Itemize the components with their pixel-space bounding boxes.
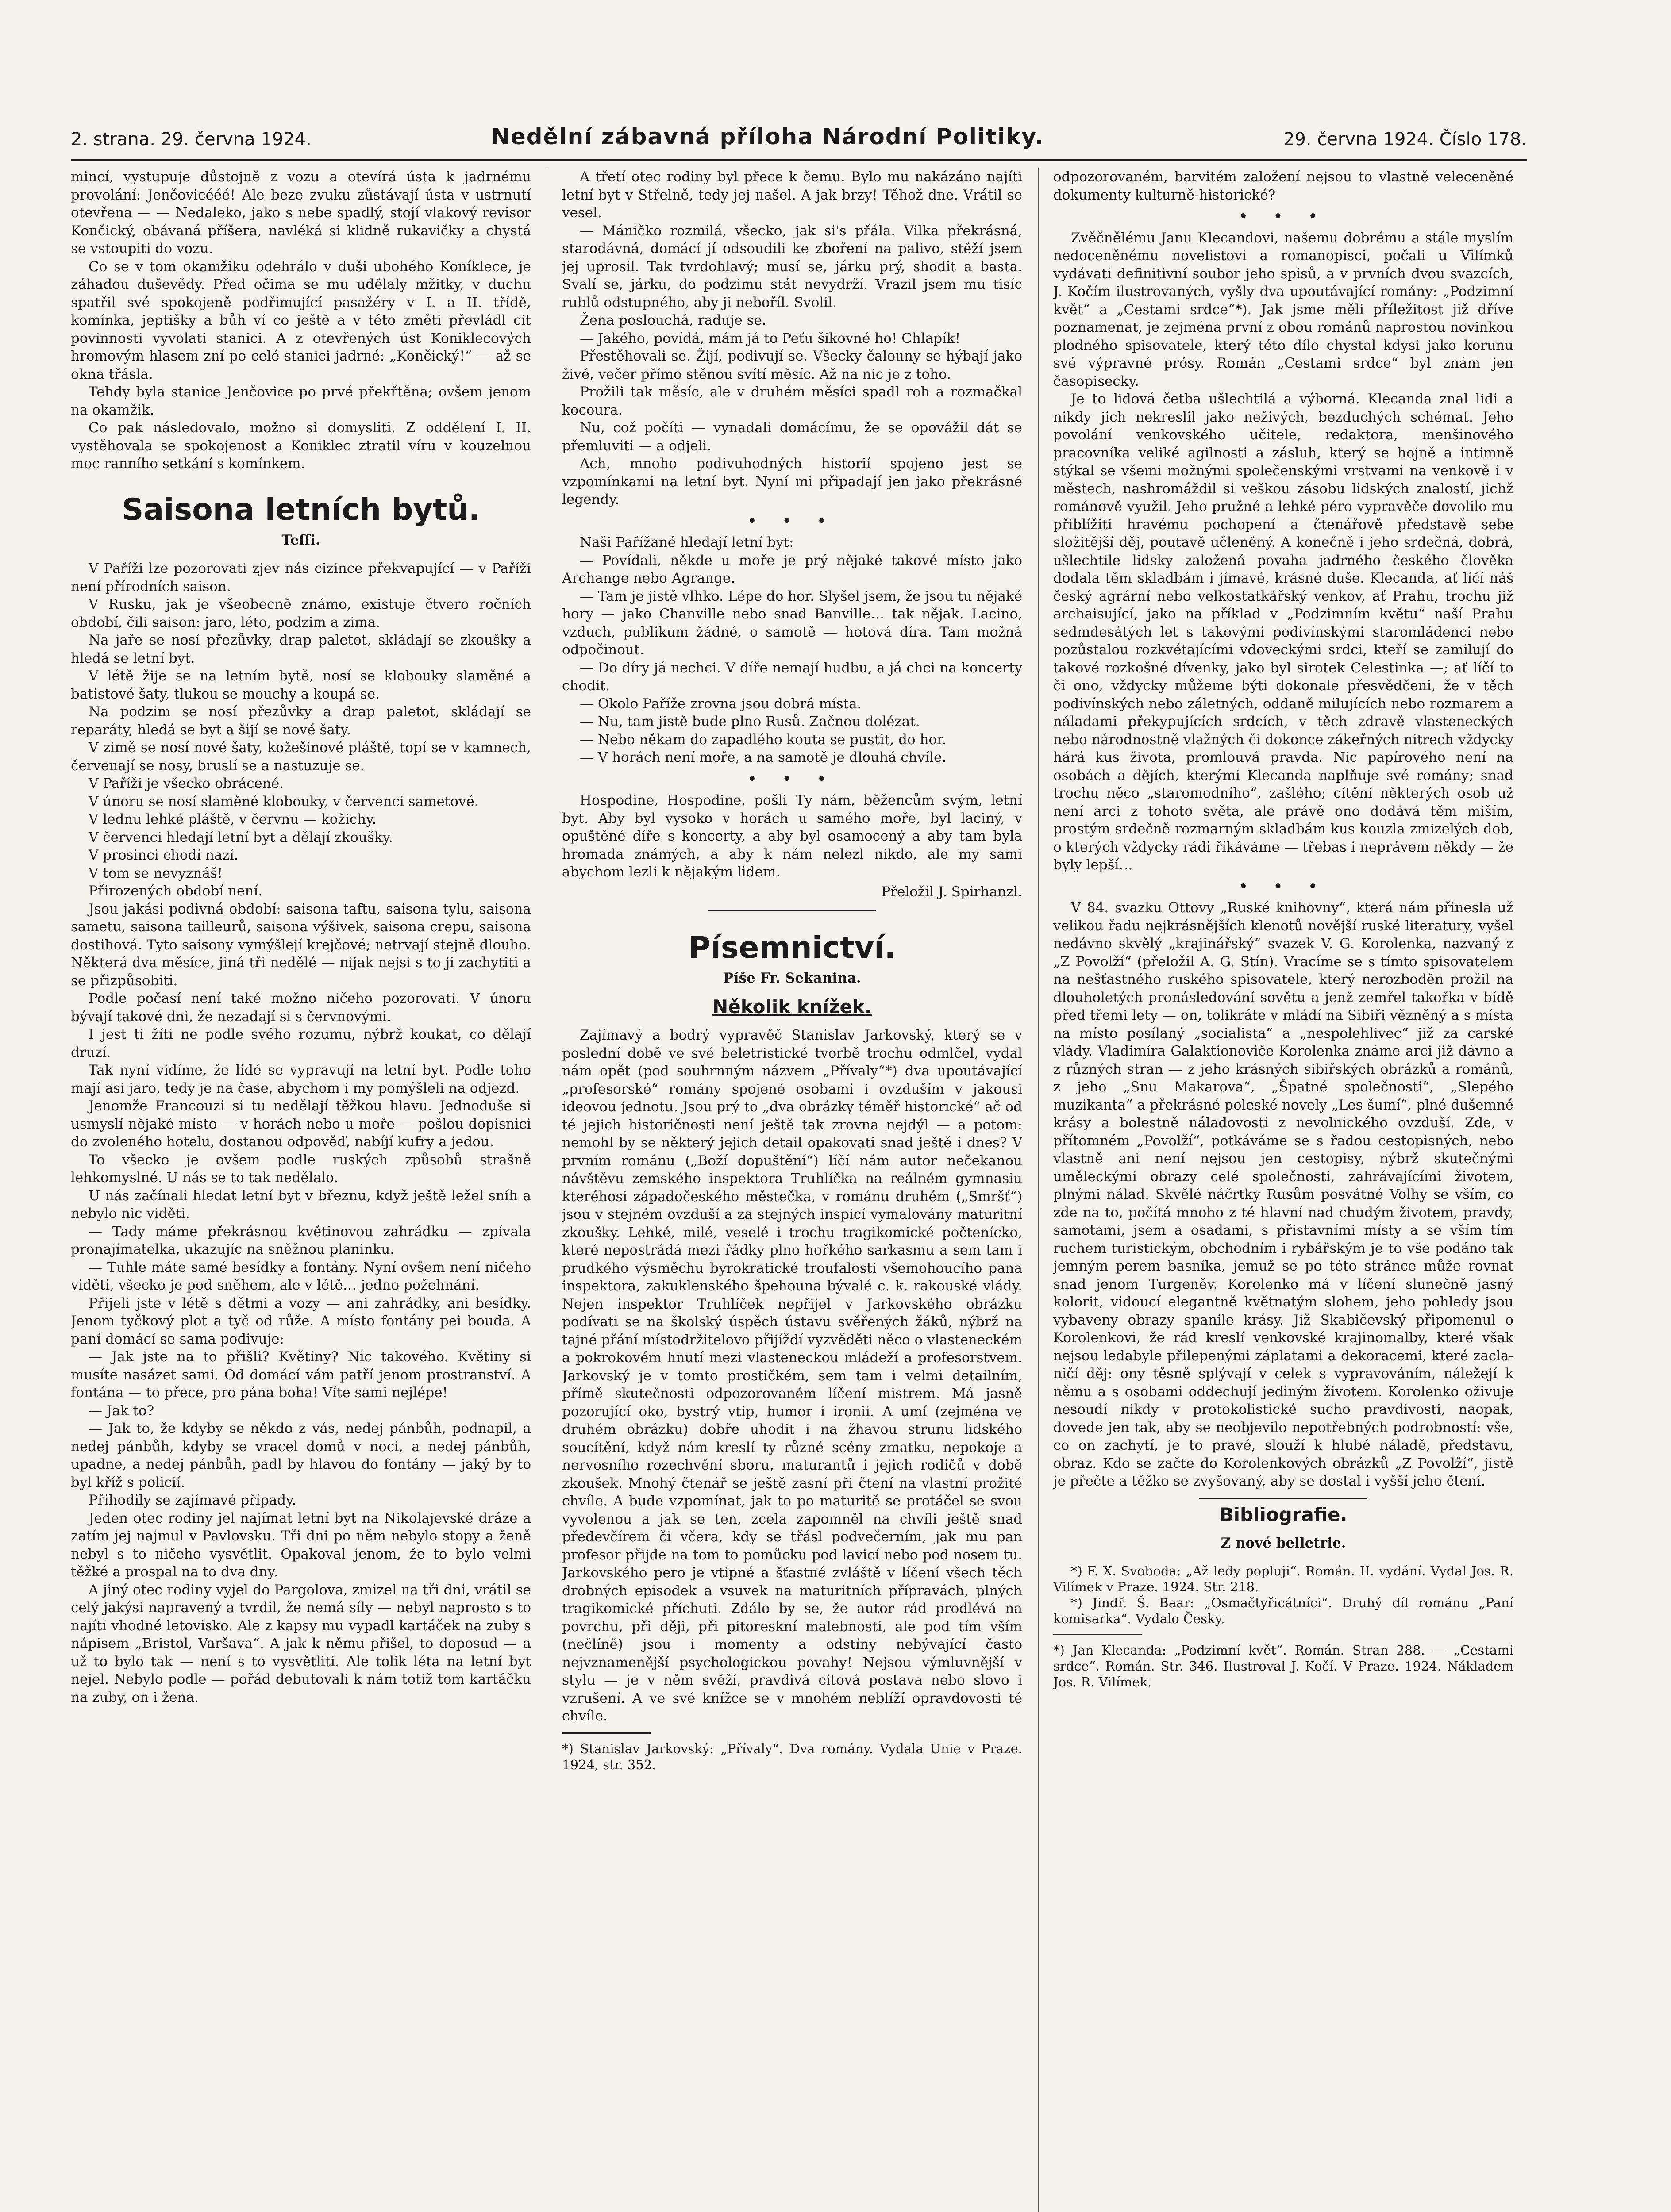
article-body (1053, 229, 1513, 874)
paragraph: *) Jindř. Š. Baar: „Osmačtyřicátníci“. Druhý díl románu „Paní komisarka“. Vydalo Česky. (1053, 1595, 1513, 1626)
column-1 (71, 168, 531, 2212)
paragraph: Přestěhovali se. Žijí, podivují se. Všecky čalouny se hýbají jako živé, večer přímo stěnou svítí měsíc. Až na nic je z toho. (562, 348, 1022, 382)
article-body (562, 534, 1022, 767)
article-body (71, 560, 531, 1706)
paragraph: Zajímavý a bodrý vypravěč Stanislav Jarkovský, který se v poslední době ve své beletristické tvorbě trochu odmlčel, vydal nám opět (pod souhrnným názvem „Přívaly“*) dva upoutávající „profesorské“ romány spojené osobami i ovzduším v jakousi ideovou jednotu. Jsou prý to „dva obrázky téměř historické“ ač od té jejich historičnosti není ještě tak zrovna nejdýl — a potom: nemohl by se některý jejich detail opakovati snad ještě i dnes? V prvním románu („Boží dopuštění“) líčí nám autor nečekanou návštěvu zemského inspektora Truhlíčka na reálném gymnasiu kteréhosi západočeského městečka, v románu druhém („Smršť“) jsou v stejném ovzduší a za stejných inspicí vymalovány maturitní zkoušky. Lehké, milé, veselé i trochu tragikomické počtenícko, které nepostrádá mezi řádky plno hořkého sarkasmu a sem tam i prudkého výsměchu byrokratické troufalosti všemohoucího pana inspektora, zakuklenského špehouna bývalé c. k. rakouské vlády. Nejen inspektor Truhlíček nepřijel v Jarkovského obrázku podívati se na školský úspěch ústavu svěřených žáků, nýbrž na tajné přání místodržitelovo přijíždí vyzvěděti něco o vlasteneckém a pokrokovém hnutí mezi vlasteneckou mládeží a profesorstvem. Jarkovský je v tomto prostičkém, sem tam i velmi detailním, přímě skutečnosti odpozorovaném líčení mistrem. Má jasně pozorující oko, bystrý vtip, humor i ironii. A umí (zejména ve druhém obrázku) dobře uhodit i na žhavou strunu lidského soucítění, když nám kreslí ty různé scény zmatku, nepokoje a nervosního rozechvění sboru, maturantů i jejich rodičů v době zkoušek. Mnohý čtenář se ještě zasní při čtení na vlastní prožité chvíle. A bude vzpomínat, jak to po maturitě se protáčel se svou vyvolenou a jak se ten, zcela zapomněl na chvíli ještě snad předevčírem či včera, kdy se třásl podvečerním, jak mu pan profesor přijde na tom to pomůcku pod lavicí nebo pod nosem tu. Jarkovského pero je vtipné a šťastné zvláště v líčení všech těch drobných episodek a vsuvek na maturitních přípravách, plných tragikomické příchuti. Zdálo by se, že autor rád prodlévá na povrchu, při ději, při pitoreskní malebnosti, ale pod tím vším (nečlíně) jsou i momenty a odstíny nebývající často nejvznamenější psychologickou povahy! Nejsou výmluvnější v stylu — je v něm svěží, pravdivá citová postava nebo slovo i vzrušení. A ve své knížce se v mnohém neblíží opravdovosti té chvíle. (562, 1027, 1022, 1724)
paragraph: Co pak následovalo, možno si domysliti. Z oddělení I. II. vystěhovala se spokojenost a Koniklec ztratil víru v kouzelnou moc ranního setkání s komínkem. (71, 420, 531, 472)
paragraph: Přirozených období není. (89, 883, 263, 899)
paragraph: Jsou jakási podivná období: saisona taftu, saisona tylu, saisona sametu, saisona tailleurů, saisona výšivek, saisona crepu, saisona dostihová. Tyto saisony vymýšlejí krejčové; netrvají stejně dlouho. Některá dva měsíce, jiná tři nedělé — nijak nejsi s to ji zachytiti a se přizpůsobiti. (71, 901, 531, 989)
paragraph: A třetí otec rodiny byl přece k čemu. Bylo mu nakázáno najíti letní byt v Střelně, tedy jej našel. A jak brzy! Těhož dne. Vrátil se vesel. (562, 169, 1022, 221)
paragraph: V létě žije se na letním bytě, nosí se klobouky slaměné a batistové šaty, tlukou se mouchy a koupá se. (71, 668, 531, 702)
paragraph: Na podzim se nosí přezůvky a drap paletot, skládají se reparáty, hledá se byt a šijí se nové šaty. (71, 704, 531, 738)
paragraph: Prožili tak měsíc, ale v druhém měsíci spadl roh a rozmačkal kocoura. (562, 384, 1022, 418)
footnote: *) Stanislav Jarkovský: „Přívaly“. Dva romány. Vydala Unie v Praze. 1924, str. 352. (562, 1741, 1022, 1772)
paragraph: — Do díry já nechci. V díře nemají hudbu, a já chci na koncerty chodit. (562, 660, 1022, 694)
paragraph: Je to lidová četba ušlechtilá a výborná. Klecanda znal lidi a nikdy jich nekreslil jako neživých, bezduchých schémat. Jeho povolání venkovského učitele, redaktora, menšinového pracovníka veliké agilnosti a zásluh, který se hojně a intimně stýkal se všemi možnými společenskými vrstvami na venkově i v městech, nashromáždil si veškou zásobu lidských znalostí, jichž románově využil. Jeho pružné a lehké péro vypravěče dovolilo mu přiblížiti hravému pochopení a čtenářově představě sebe složitější děj, poutavě učleněný. A konečně i jeho srdečná, dobrá, ušlechtile lidsky založená povaha jadrného českého člověka dodala těm skladbám i jímavé, krásné duše. Klecanda, ať líčí náš český agrární nebo velkostatkářský venkov, ať Prahu, trochu již archaisující, jako na příklad v „Podzimním květu“ naší Prahu sedmdesátých let s takovými podivínskými staromládenci nebo pozůstalou rozkvétajícími vdoveckými srdci, kteří se zamilují do takové rozkošné dívenky, jako byl sirotek Celestinka —; ať líčí to či ono, vždycky můžeme býti dokonale přesvědčeni, že v těch podivínských nebo záletných, oddaně milujících nebo rozmarem a náladami překypujících srdcích, v těch zdravě vlasteneckých nebo národnostně vlažných či dokonce zákeřných nitrech vždycky hárá kus života, promlouvá pravda. Nic papírového není na osobách a dějích, kterými Klecanda naplňuje své romány; snad trochu něco „staromodního“, zašlého; cítění některých osob už není arci z tohoto světa, ale právě ono dodává těm miším, prostým srdečně rozmarným skladbám kus kouzla zmizelých dob, o kterých vždycky rádi říkáváme — třebas i neprávem někdy — že byly lepší… (1053, 391, 1513, 873)
paragraph: V 84. svazku Ottovy „Ruské knihovny“, která nám přinesla už velikou řadu nejkrásnějších klenotů novější ruské literatury, vyšel nedávno skvělý „krajinářský“ svazek V. G. Korolenka, nazvaný z „Z Povolží“ (přeložil A. G. Stín). Vracíme se s tímto spisovatelem na nešťastného ruského spisovatele, který nerozboděn prožil na dlouholetých pronásledování sovětu a jenž zemřel takořka v bídě před třemi lety — on, tolikráte v mládí na Sibiři vězněný a s místa na místo posílaný „socialista“ a „nespolehlivec“ již za carské vlády. Vladimíra Galaktionoviče Korolenka známe arci již dávno a z různých stran — z jeho krásných sibiřských obrázků a románů, z jeho „Snu Makarova“, „Špatné společnosti“, „Slepého muzikanta“ a překrásné poleské novely „Les šumí“, plné dušemné krásy a bolestně náladovosti z nevolnického ovzduší. Zde, v přítomném „Povolží“, potkáváme se s řadou cestopisných, nebo vlastně ani není nejsou jen cestopisy, nýbrž skutečnými uměleckými obrazy celé společnosti, zahrávajícími životem, plnými nálad. Skvělé náčrtky Rusům posvátné Volhy se vším, co zde na to, počítá mnoho z té hlavní nad chudým životem, pravdy, samotami, jsem a osadami, s přistavními místy a se vším tím ruchem turistickým, obchodním i rybářským je to vše podáno tak jemným perem basníka, jemuž se po této stránce může rovnat snad jenom Turgeněv. Korolenko má v líčení slunečně jasný kolorit, vidoucí elegantně květnatým slohem, jeho pohledy jsou vybaveny obrazy spanile krásy. Již Skabičevský připomenul o Korolenkovi, že rád kreslí venkovské krajinomalby, které však nejsou ledabyle přilepenými záplatami a dekoracemi, které zacla- ničí děj: ony těsně splývají v celek s vypravováním, náležejí k němu a s osobami oddechují jediným životem. Korolenko oživuje nesoudí nikdy v protokolistické sucho pravdivosti, naopak, dovede jen tak, aby se neobjevilo nepotřebných podrobností: vše, co on zachytí, je to pravé, slouží k hlubé náladě, představu, obraz. Kdo se začte do Korolenkových obrázků „Z Povolží“, jistě je přečte a těžko se zvyšovaný, aby se dostal i vyšší jeho čtení. (1053, 900, 1513, 1489)
section-separator: • • • (1239, 878, 1328, 895)
paragraph: I jest ti žíti ne podle svého rozumu, nýbrž koukat, co dělají druzí. (71, 1026, 531, 1060)
paragraph: Naši Pařížané hledají letní byt: (580, 534, 794, 550)
paragraph: Na jaře se nosí přezůvky, drap paletot, skládají se zkoušky a hledá se letní byt. (71, 632, 531, 666)
paragraph: Zvěčnělému Janu Klecandovi, našemu dobrému a stále myslím nedoceněnému novelistovi a romanopisci, počali u Vilímků vydávati definitivní soubor jeho spisů, a v prvních dvou svazcích, J. Kočím ilustrovaných, vyšly dva upoutávající romány: „Podzimní květ“ a „Cestami srdce“*). Jak jsme měli příležitost již dříve poznamenat, je zejména první z obou románů naprostou novinkou plodného spisovatele, který této dílo chystal kdysi jako korunu své výpravné prósy. Román „Cestami srdce“ byl znám jen časopisecky. (1053, 230, 1513, 389)
header-right: 29. června 1924. Číslo 178. (1283, 129, 1527, 150)
paragraph: — Okolo Paříže zrovna jsou dobrá místa. (580, 695, 862, 712)
paragraph: odpozorovaném, barvitém založení nejsou to vlastně veleceněné dokumenty kulturně-historické? (1053, 169, 1513, 203)
header-title: Nedělní zábavná příloha Národní Politiky. (491, 124, 1044, 150)
section-title: Písemnictví. (688, 930, 896, 965)
paragraph: V Rusku, jak je všeobecně známo, existuje čtvero ročních období, čili saison: jaro, léto, podzim a zima. (71, 596, 531, 630)
paragraph: — Jakého, povídá, mám já to Peťu šikovné ho! Chlapík! (580, 330, 961, 346)
paragraph: Přijeli jste v létě s dětmi a vozy — ani zahrádky, ani besídky. Jenom tyčkový plot a tyč od růže. A místo fontány pei bouda. A paní domácí se sama podivuje: (71, 1295, 531, 1347)
paragraph: — Jak to? (89, 1402, 154, 1419)
footnote-rule (562, 1732, 651, 1734)
column-3 (1053, 168, 1513, 2212)
paragraph: To všecko je ovšem podle ruských způsobů strašně lehkomyslné. U nás se to tak nedělalo. (71, 1152, 531, 1186)
paragraph: — Tady máme překrásnou květinovou zahrádku — zpívala pronajímatelka, ukazujíc na sněžnou planinku. (71, 1223, 531, 1257)
paragraph: Jeden otec rodiny jel najímat letní byt na Nikolajevské dráze a zatím jej najmul v Pavlovsku. Tři dni po něm nebylo stopy a ženě nebyl s to ničeho vysvětlit. Opakoval jenom, že to bylo velmi těžké a prospal na to dva dny. (71, 1510, 531, 1580)
column-2 (562, 168, 1022, 2212)
paragraph: mincí, vystupuje důstojně z vozu a otevírá ústa k jadrnému provolání: Jenčovicééé! Ale beze zvuku zůstávají ústa v ustrnutí otevřena — — Nedaleko, jako s nebe spadlý, stojí vlakový revisor Končický, obávaná příšera, navléká si klidně rukavičky a chystá se vstoupiti do vozu. (71, 169, 531, 257)
paragraph: Tehdy byla stanice Jenčovice po prvé překřtěna; ovšem jenom na okamžik. (71, 384, 531, 418)
article-author: Teffi. (281, 532, 320, 548)
paragraph: Ach, mnoho podivuhodných historií spojeno jest se vzpomínkami na letní byt. Nyní mi připadají jen jako překrásné legendy. (562, 456, 1022, 507)
section-subtitle: Několik knížek. (712, 995, 872, 1018)
paragraph: — V horách není moře, a na samotě je dlouhá chvíle. (580, 749, 947, 765)
section-separator: • • • (747, 513, 837, 529)
section-separator: • • • (1239, 208, 1328, 224)
paragraph: — Nu, tam jistě bude plno Rusů. Začnou dolézat. (580, 714, 920, 730)
divider-line (708, 910, 876, 911)
paragraph: Žena poslouchá, raduje se. (580, 312, 766, 328)
article-body (562, 1026, 1022, 1725)
bibliography-subtitle: Z nové belletrie. (1221, 1535, 1346, 1551)
footnote-rule (1053, 1634, 1142, 1635)
bibliography-list (1053, 1563, 1513, 1627)
header-left: 2. strana. 29. června 1924. (71, 129, 312, 150)
article-body (1053, 168, 1513, 204)
bibliography-title: Bibliografie. (1219, 1503, 1348, 1525)
article-body (562, 791, 1022, 881)
paragraph: *) F. X. Svoboda: „Až ledy popluji“. Román. II. vydání. Vydal Jos. R. Vilímek v Praze. 1924. Str. 218. (1053, 1563, 1513, 1594)
paragraph: A jiný otec rodiny vyjel do Pargolova, zmizel na tři dni, vrátil se celý jakýsi napravený a tvrdil, že nemá síly — nebyl naprosto s to najíti vhodné letovisko. Ale z kapsy mu vypadl kartáček na zuby s nápisem „Bristol, Varšava“. A jak k němu přišel, to doposud — a už to bylo tak — není s to vysvětliti. Ale tolik léta na letní byt nejel. Nebylo podle — pořád debutovali k nám totiž tom kartáčku na zuby, on i žena. (71, 1582, 531, 1705)
paragraph: Přihodily se zajímavé případy. (89, 1492, 296, 1508)
paragraph: — Jak to, že kdyby se někdo z vás, nedej pánbůh, podnapil, a nedej pánbůh, kdyby se vracel domů v noci, a nedej pánbůh, upadne, a nedej pánbůh, padl by hlavou do fontány — jaký by to byl kříž s policií. (71, 1421, 531, 1490)
paragraph: Jenomže Francouzi si tu nedělají těžkou hlavu. Jednoduše si usmyslí nějaké místo — v horách nebo u moře — pošlou dopisnici do zvoleného hotelu, dostanou odpověď, nabíjí kufry a jedou. (71, 1098, 531, 1150)
footnote: *) Jan Klecanda: „Podzimní květ“. Román. Stran 288. — „Cestami srdce“. Román. Str. 346. Ilustroval J. Kočí. V Praze. 1924. Nákladem Jos. R. Vilímek. (1053, 1642, 1513, 1690)
paragraph: V únoru se nosí slaměné klobouky, v červenci sametové. (89, 793, 479, 810)
paragraph: Podle počasí není také možno ničeho pozorovati. V únoru bývají takové dni, že nezadají si s červnovými. (71, 991, 531, 1025)
paragraph: Tak nyní vidíme, že lidé se vypravují na letní byt. Podle toho mají asi jaro, tedy je na čase, abychom i my pomýšleli na odjezd. (71, 1062, 531, 1096)
paragraph: — Máničko rozmilá, všecko, jak si's přála. Vilka překrásná, starodávná, domácí jí odsoudili ke zboření na palivo, stěží jsem jej uprosil. Tak tvrdohlavý; musí se, járku prý, shodit a basta. Svalí se, járku, do podzimu stát nevydrží. Vrazil jsem mu tisíc rublů odstupného, aby ji neboříl. Svolil. (562, 223, 1022, 311)
paragraph: — Povídali, někde u moře je prý nějaké takové místo jako Archange nebo Agrange. (562, 552, 1022, 586)
column-divider (1038, 168, 1039, 2212)
paragraph: — Tuhle máte samé besídky a fontány. Nyní ovšem není ničeho viděti, všecko je pod sněhem, ale v létě… jedno požehnání. (71, 1259, 531, 1293)
paragraph: U nás začínali hledat letní byt v březnu, když ještě ležel sníh a nebylo nic viděti. (71, 1187, 531, 1221)
paragraph: V červenci hledají letní byt a dělají zkoušky. (89, 829, 393, 845)
paragraph: V prosinci chodí nazí. (89, 847, 239, 863)
paragraph: Co se v tom okamžiku odehrálo v duši ubohého Koníklece, je záhadou duševědy. Před očima se mu udělaly mžitky, v duchu spatřil své spokojeně podřimující pasažéry v I. a II. třídě, komínka, jeptišky a bůh ví co ještě a v této změti převládl cit povinnosti vyvolati stanici. A z otevřených úst Koniklecových hromovým hlasem zní po celé stanici jadrné: „Končický!“ — až se okna třásla. (71, 258, 531, 382)
section-separator: • • • (747, 771, 837, 787)
paragraph: Hospodine, Hospodine, pošli Ty nám, běžencům svým, letní byt. Aby byl vysoko v horách u samého moře, byl laciný, v opuštěné díře s koncerty, a aby byl osamocený a aby tam byla hromada známých, a aby k nám nelezl nikdo, ale my sami abychom lezli k nějakým lidem. (562, 792, 1022, 880)
page-header (71, 119, 1527, 161)
section-author: Píše Fr. Sekanina. (723, 970, 861, 986)
paragraph: — Jak jste na to přišli? Květiny? Nic takového. Květiny si musíte nasázet sami. Od domácí vám patří jenom prostranství. A fontána — to přece, pro pána boha! Víte sami nejlépe! (71, 1349, 531, 1401)
newspaper-page (71, 119, 1527, 2212)
translator-credit: Přeložil J. Spirhanzl. (881, 883, 1022, 900)
divider-line (1199, 1498, 1367, 1499)
paragraph: Nu, což počíti — vynadali domácímu, že se opovážil dát se přemluviti — a odjeli. (562, 420, 1022, 454)
paragraph: V Paříži lze pozorovati zjev nás cizince překvapující — v Paříži není přírodních saison. (71, 561, 531, 595)
article-body (562, 168, 1022, 509)
paragraph: — Nebo někam do zapadlého kouta se pustit, do hor. (580, 731, 947, 748)
paragraph: V lednu lehké pláště, v červnu — kožichy. (89, 811, 377, 827)
paragraph: — Tam je jistě vlhko. Lépe do hor. Slyšel jsem, že jsou tu nějaké hory — jako Chanville nebo snad Banville… tak nějak. Lacino, vzduch, publikum žádné, o samotě — hotová díra. Tam možná odpočinout. (562, 588, 1022, 658)
paragraph: V zimě se nosí nové šaty, kožešinové pláště, topí se v kamnech, červenají se nosy, bruslí se a nastuzuje se. (71, 740, 531, 774)
article-body (1053, 899, 1513, 1490)
paragraph: V tom se nevyznáš! (89, 865, 223, 881)
article-title: Saisona letních bytů. (122, 492, 480, 527)
paragraph: V Paříži je všecko obrácené. (89, 776, 284, 791)
